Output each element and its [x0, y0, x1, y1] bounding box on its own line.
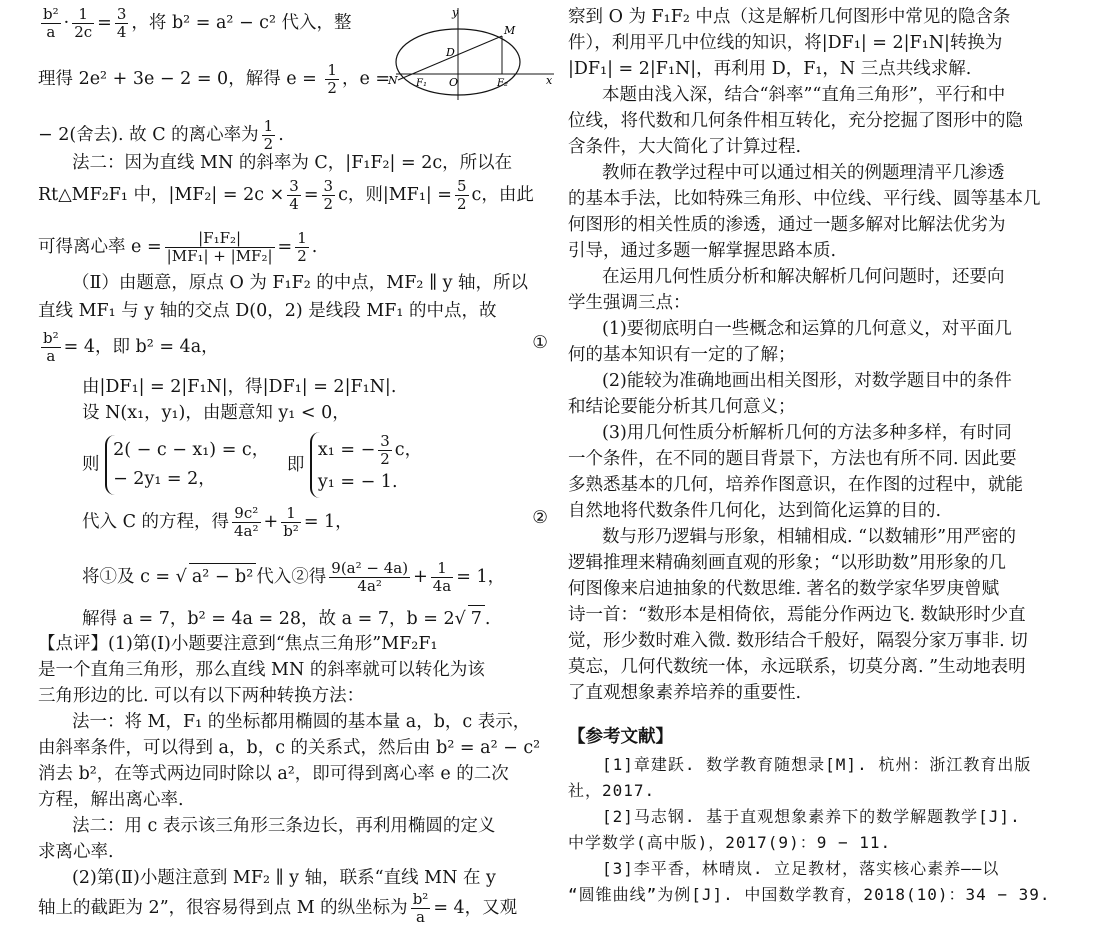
- fraction: $\frac{1}{2}$: [327, 61, 337, 97]
- equation-mark-2: ②: [532, 508, 548, 528]
- line-9: $\frac{\text{b²}}{a}$ = 4，即 b² = 4a， ①: [43, 329, 548, 365]
- line-16: 【点评】(1)第(Ⅰ)小题要注意到“焦点三角形”MF₂F₁: [38, 634, 438, 654]
- fraction: $\frac{\text{9(a² − 4a)}}{\text{4a²}}$: [331, 559, 409, 595]
- fraction: $\frac{5}{2}$: [456, 177, 467, 213]
- fraction: $\frac{1}{\text{b²}}$: [283, 504, 299, 540]
- fraction: $\frac{1}{4a}$: [432, 559, 452, 595]
- line-8: 直线 MF₁ 与 y 轴的交点 D(0，2) 是线段 MF₁ 的中点，故: [38, 301, 497, 321]
- equation-mark-1: ①: [532, 333, 548, 353]
- right-line-21: 数与形乃逻辑与形象，相辅相成. “以数辅形”用严密的: [602, 527, 1017, 547]
- line-14: 将①及 c = √ a² − b² 代入②得 $\frac{\text{9(a² − 4a)}}{\text{4a²}}$ + $\frac{1}{4a}$ = 1，: [82, 559, 506, 595]
- line-3: − 2(舍去). 故 C 的离心率为 $\frac{1}{2}$ .: [38, 117, 284, 153]
- line-7: （Ⅱ）由题意，原点 O 为 F₁F₂ 的中点，MF₂ ∥ y 轴，所以: [72, 273, 529, 293]
- right-line-12: 学生强调三点：: [568, 293, 691, 313]
- line-24: 求离心率.: [38, 842, 114, 862]
- right-line-4: 本题由浅入深，结合“斜率”“直角三角形”，平行和中: [602, 85, 1006, 105]
- reference-1: [1]章建跃. 数学教育随想录[M]. 杭州：浙江教育出版: [602, 755, 1032, 774]
- line-4: 法二：因为直线 MN 的斜率为 C，|F₁F₂| = 2c，所以在: [72, 153, 513, 173]
- reference-3: [3]李平香，林晴岚. 立足教材，落实核心素养——以: [602, 859, 1000, 878]
- right-line-11: 在运用几何性质分析和解决解析几何问题时，还要向: [602, 267, 1005, 287]
- right-line-9: 何图形的相关性质的渗透，通过一题多解对比解法优劣为: [568, 215, 1006, 235]
- line-11: 设 N(x₁，y₁)，由题意知 y₁ < 0，: [82, 403, 350, 423]
- right-line-5: 位线，将代数和几何条件相互转化，充分挖掘了图形中的隐: [568, 111, 1023, 131]
- label-m: M: [504, 24, 516, 37]
- line-13: 代入 C 的方程，得 $\frac{\text{9c²}}{\text{4a²}}$ + $\frac{1}{\text{b²}}$ = 1， ②: [82, 504, 548, 540]
- right-line-19: 多熟悉基本的几何，培养作图意识，在作图的过程中，就能: [568, 475, 1023, 495]
- line-25: (2)第(Ⅱ)小题注意到 MF₂ ∥ y 轴，联系“直线 MN 在 y: [72, 868, 496, 888]
- equation-system-2: x₁ = − $\frac{3}{2}$ c， y₁ = − 1.: [310, 432, 422, 498]
- right-line-17: (3)用几何性质分析解析几何的方法多种多样，有时同: [602, 423, 1012, 443]
- line-26: 轴上的截距为 2”，很容易得到点 M 的纵坐标为 $\frac{\text{b²}}{a}$ = 4，又观: [38, 890, 518, 926]
- fraction: $\frac{\text{|F₁F₂|}}{\text{|MF₁| + |MF₂|}}$: [166, 229, 273, 265]
- right-line-16: 和结论要能分析其几何意义；: [568, 397, 796, 417]
- reference-2-cont: 中学数学(高中版)，2017(9)：9 − 11.: [568, 833, 892, 852]
- label-o: O: [449, 76, 459, 89]
- fraction: $\frac{1}{2c}$: [74, 5, 93, 41]
- equation-system-1: 2( − c − x₁) = c， − 2y₁ = 2，: [105, 435, 269, 495]
- right-line-18: 一个条件，在不同的题目背景下，方法也有所不同. 因此要: [568, 449, 1017, 469]
- reference-2: [2]马志钢. 基于直观想象素养下的数学解题教学[J].: [602, 807, 1021, 826]
- references-title: 【参考文献】: [568, 727, 673, 747]
- line-15: 解得 a = 7，b² = 4a = 28，故 a = 7，b = 2√ 7 .: [38, 605, 560, 632]
- line-10: 由|DF₁| = 2|F₁N|，得|DF₁| = 2|F₁N|.: [82, 377, 397, 397]
- line-1: $\frac{\text{b²}}{a}$ · $\frac{1}{2c}$ = $\frac{3}{4}$ ，将 b² = a² − c² 代入，整: [43, 5, 352, 41]
- fraction: $\frac{3}{4}$: [116, 5, 127, 41]
- label-x: x: [546, 74, 553, 87]
- right-line-23: 何图像来启迪抽象的代数思维. 著名的数学家华罗庚曾赋: [568, 579, 1000, 599]
- fraction: $\frac{\text{b²}}{a}$: [43, 5, 59, 41]
- right-line-14: 何的基本知识有一定的了解；: [568, 345, 796, 365]
- right-line-3: |DF₁| = 2|F₁N|，再利用 D，F₁，N 三点共线求解.: [568, 59, 972, 79]
- line-18: 三角形边的比. 可以有以下两种转换方法：: [38, 686, 365, 706]
- reference-3-cont: “圆锥曲线”为例[J]. 中国数学教育，2018(10)：34 − 39.: [568, 885, 1051, 904]
- right-line-22: 逻辑推理来精确刻画直观的形象；“以形助数”用形象的几: [568, 553, 1006, 573]
- right-line-26: 莫忘，几何代数统一体，永远联系，切莫分离. ”生动地表明: [568, 657, 1026, 677]
- right-line-15: (2)能较为准确地画出相关图形，对数学题目中的条件: [602, 371, 1012, 391]
- line-5: Rt△MF₂F₁ 中，|MF₂| = 2c × $\frac{3}{4}$ = $\frac{3}{2}$ c，则|MF₁| = $\frac{5}{2}$ c，由此: [38, 177, 534, 213]
- line-6: 可得离心率 e = $\frac{\text{|F₁F₂|}}{\text{|MF₁| + |MF₂|}}$ = $\frac{1}{2}$ .: [38, 229, 318, 265]
- line-17: 是一个直角三角形，那么直线 MN 的斜率就可以转化为该: [38, 660, 485, 680]
- line-23: 法二：用 c 表示该三角形三条边长，再利用椭圆的定义: [72, 816, 496, 836]
- label-f1: F₁: [416, 78, 427, 89]
- reference-1-cont: 社，2017.: [568, 781, 656, 800]
- right-line-1: 察到 O 为 F₁F₂ 中点（这是解析几何图形中常见的隐含条: [568, 7, 1011, 27]
- line-22: 方程，解出离心率.: [38, 790, 184, 810]
- right-line-2: 件），利用平几中位线的知识，将|DF₁| = 2|F₁N|转换为: [568, 33, 1003, 53]
- line-21: 消去 b²，在等式两边同时除以 a²，即可得到离心率 e 的二次: [38, 764, 509, 784]
- right-line-8: 的基本手法，比如特殊三角形、中位线、平行线、圆等基本几: [568, 189, 1041, 209]
- right-line-6: 含条件，大大简化了计算过程.: [568, 137, 802, 157]
- label-y: y: [452, 6, 459, 19]
- fraction: $\frac{\text{b²}}{a}$: [412, 890, 429, 926]
- right-line-24: 诗一首：“数形本是相倚依，焉能分作两边飞. 数缺形时少直: [568, 605, 1026, 625]
- right-line-25: 觉，形少数时难入微. 数形结合千般好，隔裂分家万事非. 切: [568, 631, 1028, 651]
- fraction: $\frac{3}{2}$: [380, 432, 390, 468]
- fraction: $\frac{1}{2}$: [263, 117, 274, 153]
- line-12: 则 2( − c − x₁) = c， − 2y₁ = 2， 即 x₁ = − $\frac{3}{2}$ c， y₁ = − 1.: [38, 432, 560, 498]
- right-line-7: 教师在教学过程中可以通过相关的例题理清平几渗透: [602, 163, 1005, 183]
- line-20: 由斜率条件，可以得到 a，b，c 的关系式，然后由 b² = a² − c²: [38, 738, 541, 758]
- line-19: 法一：将 M，F₁ 的坐标都用椭圆的基本量 a，b，c 表示，: [72, 712, 531, 732]
- line-2: 理得 2e² + 3e − 2 = 0，解得 e = $\frac{1}{2}$ ，e =: [38, 61, 391, 97]
- right-line-10: 引导，通过多题一解掌握思路本质.: [568, 241, 837, 261]
- right-line-27: 了直观想象素养培养的重要性.: [568, 683, 802, 703]
- fraction: $\frac{3}{2}$: [323, 177, 334, 213]
- label-f2: F₂: [497, 78, 508, 89]
- right-line-13: (1)要彻底明白一些概念和运算的几何意义，对平面几: [602, 319, 1012, 339]
- fraction: $\frac{\text{b²}}{a}$: [43, 329, 59, 365]
- right-line-20: 自然地将代数条件几何化，达到简化运算的目的.: [568, 501, 942, 521]
- label-n: N: [388, 74, 398, 87]
- label-d: D: [446, 46, 455, 59]
- fraction: $\frac{1}{2}$: [297, 229, 307, 265]
- fraction: $\frac{\text{9c²}}{\text{4a²}}$: [234, 504, 259, 540]
- fraction: $\frac{3}{4}$: [289, 177, 299, 213]
